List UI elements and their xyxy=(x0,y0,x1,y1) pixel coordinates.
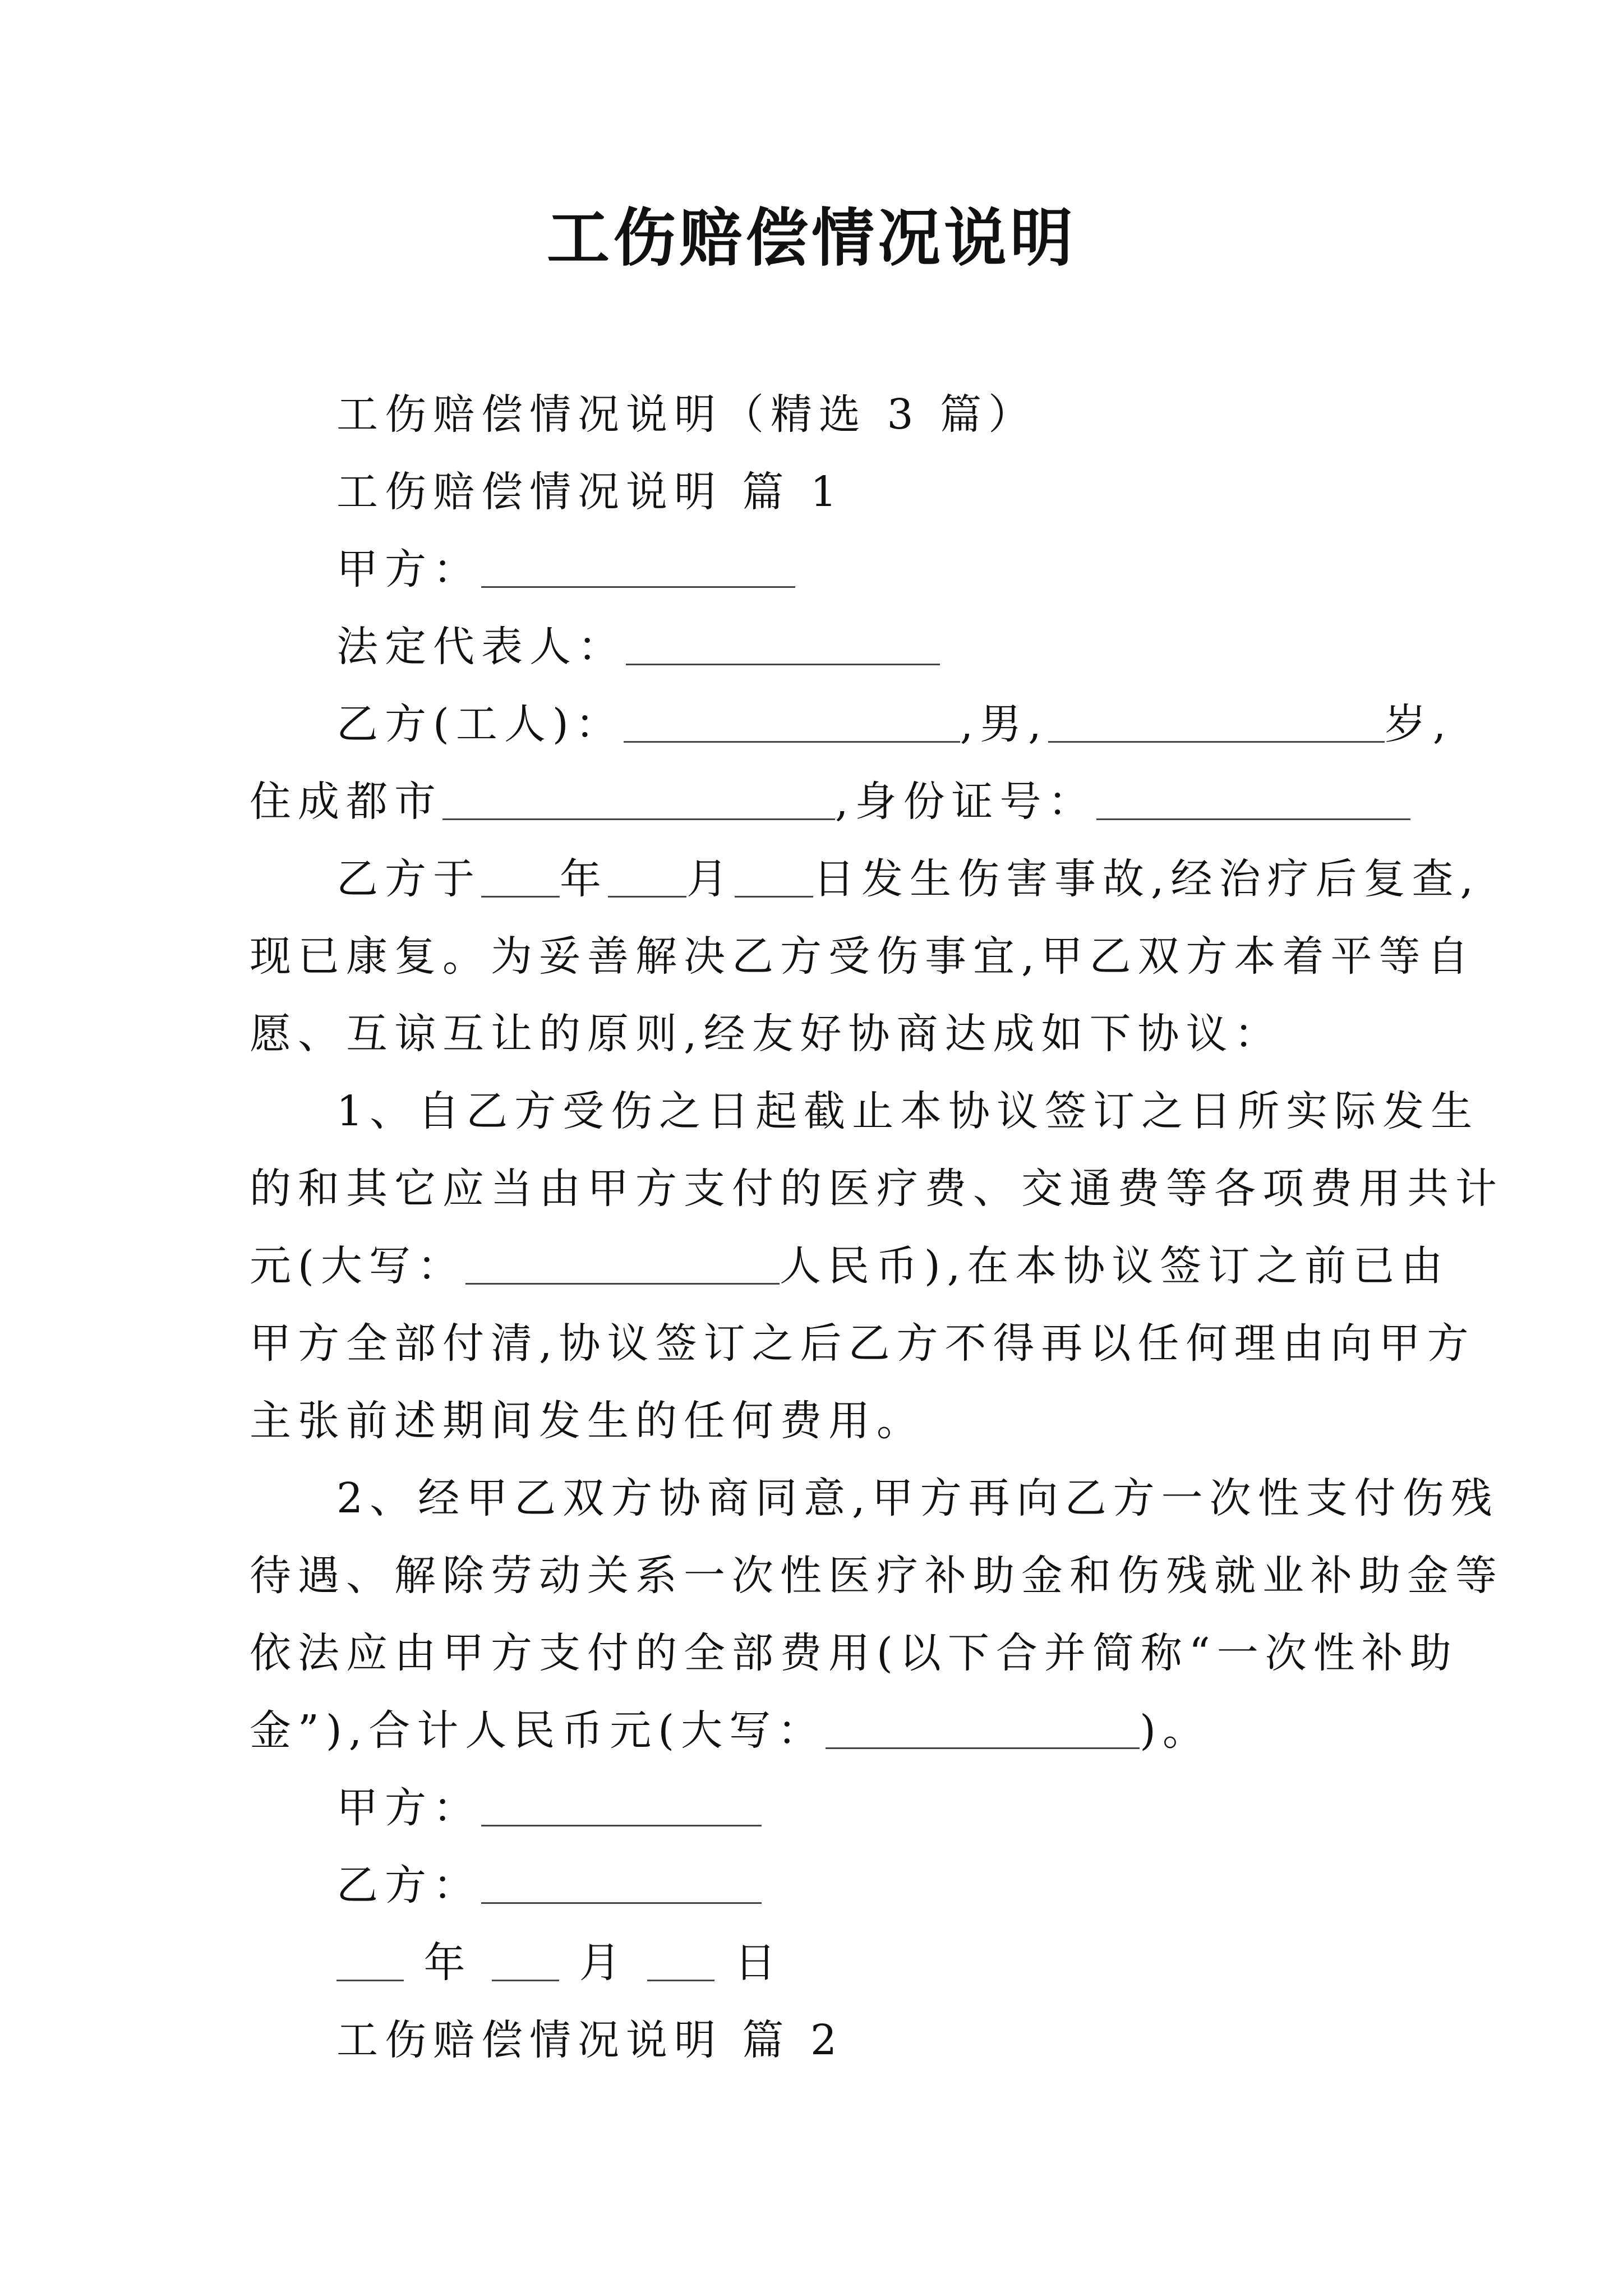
party-a-line xyxy=(250,531,1371,608)
year-blank xyxy=(481,862,560,898)
clause1-text-b: 人民币),在本协议签订之前已由 xyxy=(779,1242,1450,1290)
clause-1-line-3 xyxy=(250,1227,1450,1305)
clause-1-line-1: 1、自乙方受伤之日起截止本协议签订之日所实际发生 xyxy=(336,1087,1479,1135)
document-title: 工伤赔偿情况说明 xyxy=(547,201,1076,275)
date-year-blank xyxy=(336,1946,404,1981)
clause-1-line-2: 的和其它应当由甲方支付的医疗费、交通费等各项费用共计 xyxy=(250,1165,1504,1213)
subtitle: 工伤赔偿情况说明（精选 3 篇） xyxy=(336,390,1037,439)
id-blank xyxy=(1096,785,1410,820)
clause-2-line-4 xyxy=(250,1692,1371,1769)
para1-year: 年 xyxy=(560,855,608,903)
signature-party-b xyxy=(250,1847,1371,1924)
day-blank xyxy=(735,862,813,898)
party-b-label: 乙方(工人)： xyxy=(336,700,624,748)
month-blank xyxy=(608,862,686,898)
sign-party-b-blank xyxy=(481,1869,762,1904)
legal-rep-blank xyxy=(626,630,940,665)
gender-text: ,男, xyxy=(960,700,1048,748)
clause-2-line-3: 依法应由甲方支付的全部费用(以下合并简称“一次性补助 xyxy=(250,1629,1458,1677)
paragraph-1-line-2: 现已康复。为妥善解决乙方受伤事宜,甲乙双方本着平等自 xyxy=(250,932,1476,981)
signature-party-a xyxy=(250,1769,1371,1847)
party-a-label: 甲方： xyxy=(336,545,481,593)
sign-party-b-label: 乙方： xyxy=(336,1861,481,1910)
legal-rep-label: 法定代表人： xyxy=(336,623,626,671)
paragraph-1-line-3: 愿、互谅互让的原则,经友好协商达成如下协议： xyxy=(250,1010,1283,1058)
date-year-label: 年 xyxy=(423,1939,472,1987)
id-label: ,身份证号： xyxy=(835,777,1096,826)
legal-rep-line xyxy=(250,608,1371,685)
clause-2-line-1: 2、经甲乙双方协商同意,甲方再向乙方一次性支付伤残 xyxy=(336,1474,1499,1522)
clause2-text-b: )。 xyxy=(1140,1706,1211,1755)
clause-1-line-4: 甲方全部付清,协议签订之后乙方不得再以任何理由向甲方 xyxy=(250,1319,1476,1368)
residence-line xyxy=(250,763,1371,840)
paragraph-1-line-1 xyxy=(250,840,1481,918)
para1-text-b: 日发生伤害事故,经治疗后复查, xyxy=(813,855,1481,903)
party-b-name-blank xyxy=(624,707,960,743)
clause2-text-a: 金”),合计人民币元(大写： xyxy=(250,1706,826,1755)
section-heading-1: 工伤赔偿情况说明 篇 1 xyxy=(336,468,844,516)
party-a-blank xyxy=(481,553,795,588)
sign-party-a-blank xyxy=(481,1791,762,1826)
residence-label: 住成都市 xyxy=(250,777,442,826)
clause-2-line-2: 待遇、解除劳动关系一次性医疗补助金和伤残就业补助金等 xyxy=(250,1552,1504,1600)
document-body xyxy=(250,376,1504,2079)
date-day-label: 日 xyxy=(734,1939,783,1987)
date-month-label: 月 xyxy=(579,1939,628,1987)
clause1-amount-blank xyxy=(465,1249,780,1285)
date-month-blank xyxy=(492,1946,559,1981)
party-b-line xyxy=(250,685,1453,763)
residence-blank xyxy=(442,785,835,820)
clause-1-line-5: 主张前述期间发生的任何费用。 xyxy=(250,1397,925,1445)
sign-party-a-label: 甲方： xyxy=(336,1784,481,1832)
para1-text-a: 乙方于 xyxy=(336,855,481,903)
section-heading-2: 工伤赔偿情况说明 篇 2 xyxy=(336,2016,844,2064)
clause2-amount-blank xyxy=(826,1714,1140,1749)
clause1-amount-label: 元(大写： xyxy=(250,1242,465,1290)
signature-date xyxy=(250,1924,1371,2001)
age-suffix: 岁, xyxy=(1384,700,1453,748)
para1-month: 月 xyxy=(686,855,735,903)
date-day-blank xyxy=(647,1946,714,1981)
age-blank xyxy=(1048,707,1385,743)
